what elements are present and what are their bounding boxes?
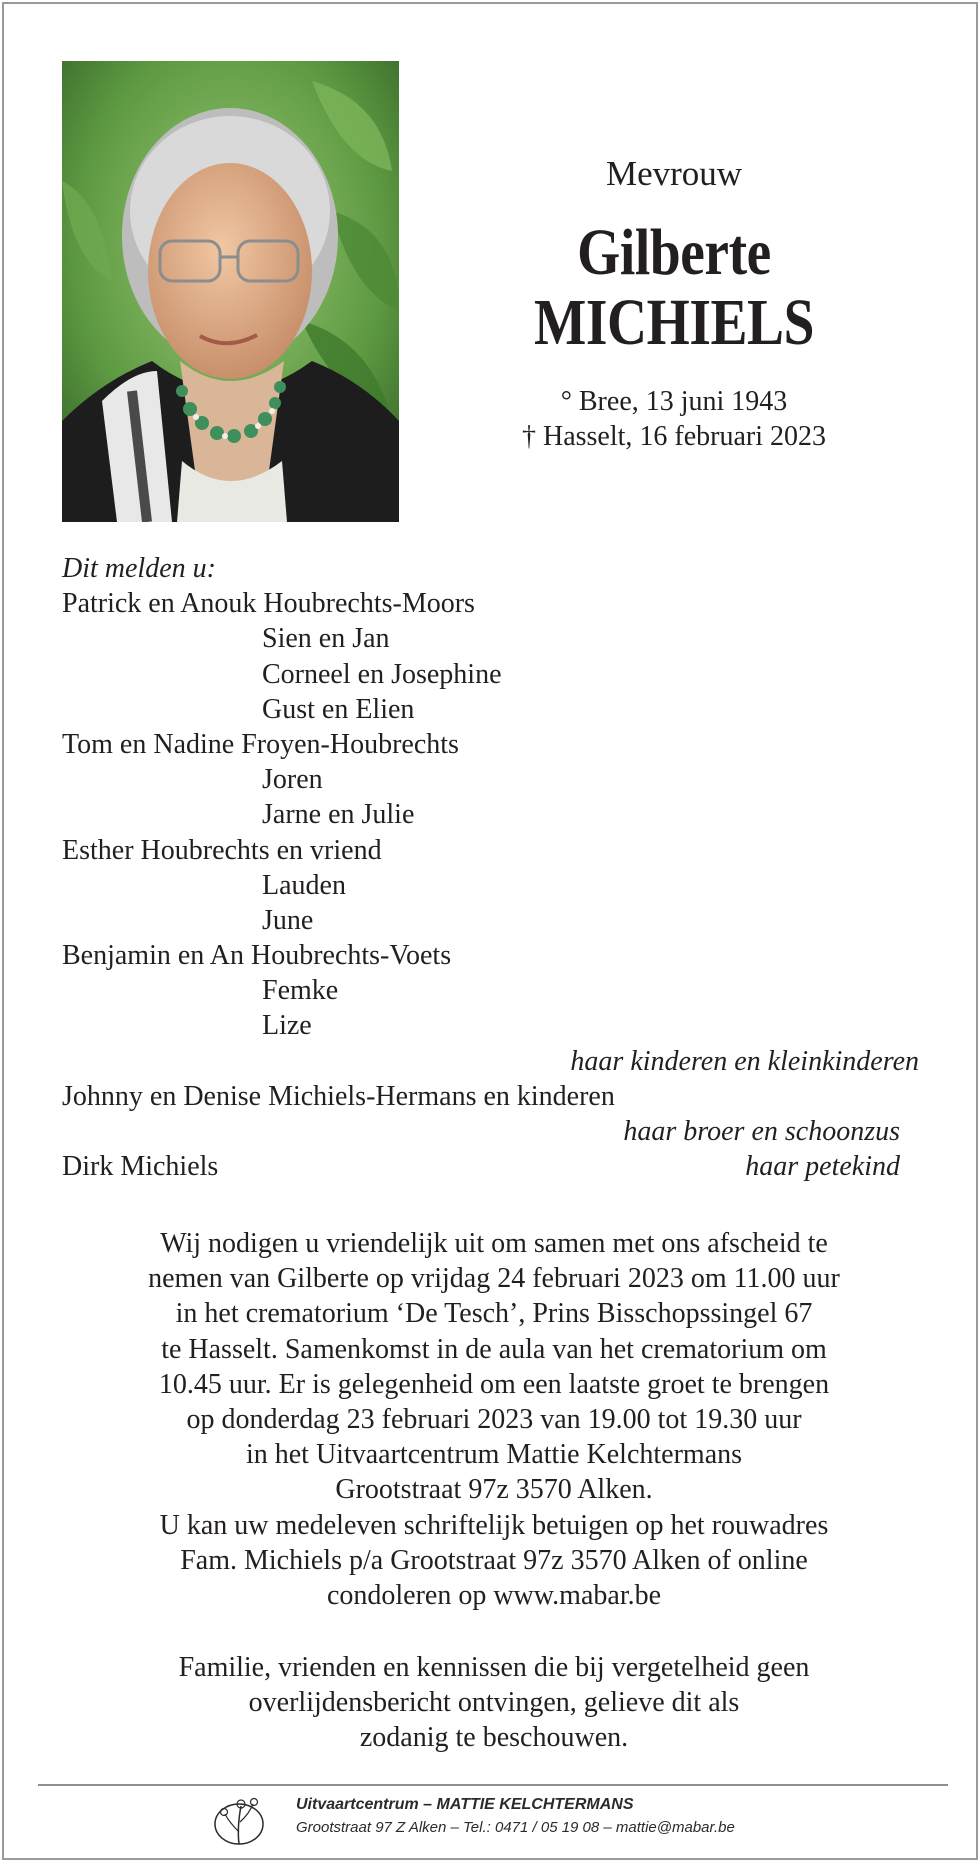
- birth-line: ° Bree, 13 juni 1943: [560, 386, 788, 417]
- notice-header: [424, 154, 924, 454]
- family-member: Gust en Elien: [262, 693, 415, 725]
- family-member: Lize: [262, 1010, 312, 1042]
- closing-text: [44, 1650, 944, 1756]
- announcement-intro: Dit melden u:: [62, 553, 216, 584]
- funeral-home-address: Grootstraat 97 Z Alken – Tel.: 0471 / 05 19 08 – mattie@mabar.be: [296, 1819, 735, 1836]
- portrait-photo: [62, 61, 399, 522]
- family-member: Johnny en Denise Michiels-Hermans en kinderen: [62, 1080, 615, 1112]
- invitation-line: Grootstraat 97z 3570 Alken.: [335, 1474, 653, 1506]
- closing-line: Familie, vrienden en kennissen die bij vergetelheid geen: [178, 1652, 810, 1683]
- invitation-line: te Hasselt. Samenkomst in de aula van het crematorium om: [161, 1333, 827, 1365]
- salutation: Mevrouw: [605, 154, 743, 193]
- footer-divider: [38, 1784, 948, 1786]
- invitation-line: in het crematorium ‘De Tesch’, Prins Bisschopssingel 67: [175, 1298, 813, 1330]
- invitation-text: [44, 1226, 944, 1613]
- invitation-line: 10.45 uur. Er is gelegenheid om een laatste groet te brengen: [158, 1368, 830, 1400]
- invitation-line: nemen van Gilberte op vrijdag 24 februari 2023 om 11.00 uur: [148, 1263, 840, 1295]
- family-member: Tom en Nadine Froyen-Houbrechts: [62, 728, 459, 760]
- invitation-line: op donderdag 23 februari 2023 van 19.00 tot 19.30 uur: [186, 1404, 802, 1436]
- invitation-line: in het Uitvaartcentrum Mattie Kelchtermans: [245, 1439, 743, 1471]
- relation-label: haar petekind: [745, 1151, 900, 1183]
- funeral-home-logo: [209, 1792, 273, 1850]
- closing-line: overlijdensbericht ontvingen, gelieve dit als: [248, 1687, 740, 1719]
- family-member: Benjamin en An Houbrechts-Voets: [62, 940, 452, 972]
- family-member: Femke: [262, 975, 339, 1007]
- invitation-line: U kan uw medeleven schriftelijk betuigen op het rouwadres: [159, 1509, 829, 1541]
- family-announcement: [62, 551, 922, 1184]
- closing-line: zodanig te beschouwen.: [359, 1722, 629, 1754]
- family-member: Patrick en Anouk Houbrechts-Moors: [62, 588, 475, 620]
- death-line: † Hasselt, 16 februari 2023: [521, 421, 827, 452]
- family-member: Esther Houbrechts en vriend: [62, 834, 382, 866]
- funeral-home-name: Uitvaartcentrum – MATTIE KELCHTERMANS: [296, 1796, 634, 1813]
- family-member: Joren: [262, 764, 323, 796]
- deceased-name: Gilberte MICHIELS: [533, 216, 815, 359]
- invitation-line: Fam. Michiels p/a Grootstraat 97z 3570 Alken of online: [180, 1544, 808, 1576]
- relation-label: haar broer en schoonzus: [623, 1116, 900, 1147]
- invitation-line: condoleren op www.mabar.be: [326, 1580, 662, 1612]
- family-member: Sien en Jan: [262, 623, 390, 655]
- family-member: Dirk Michiels: [62, 1151, 219, 1183]
- family-member: June: [262, 904, 314, 936]
- family-member: Lauden: [262, 869, 346, 901]
- family-member: Jarne en Julie: [262, 799, 415, 831]
- godchild-row: [62, 1149, 922, 1184]
- death-notice-card: [2, 2, 978, 1860]
- invitation-line: Wij nodigen u vriendelijk uit om samen met ons afscheid te: [160, 1228, 828, 1259]
- family-member: Corneel en Josephine: [262, 658, 502, 690]
- funeral-home-info: [296, 1794, 735, 1840]
- relation-label: haar kinderen en kleinkinderen: [570, 1045, 919, 1077]
